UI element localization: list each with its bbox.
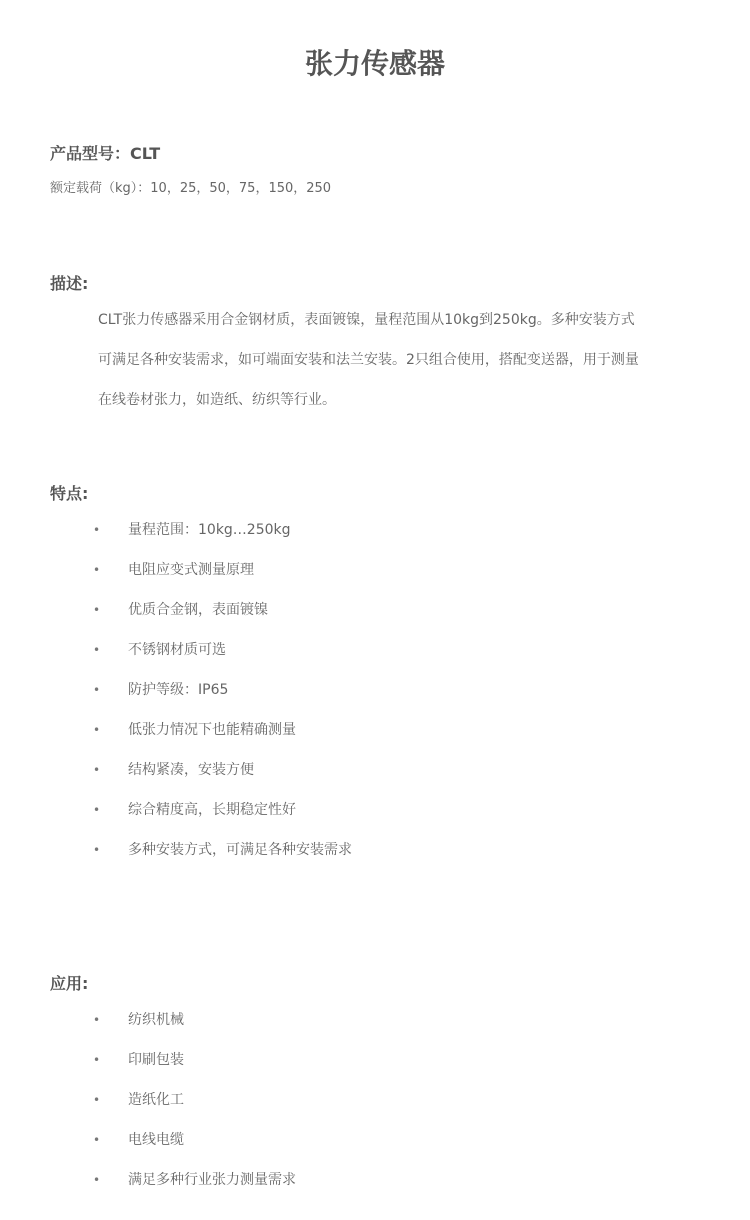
feature-item — [0, 830, 750, 870]
application-text: 纺织机械 — [128, 1012, 184, 1028]
application-text: 满足多种行业张力测量需求 — [128, 1172, 296, 1188]
feature-item — [0, 750, 750, 790]
bullet-icon: • — [93, 763, 101, 777]
bullet-icon: • — [93, 603, 101, 617]
bullet-icon: • — [93, 643, 101, 657]
feature-text: 量程范围：10kg…250kg — [128, 522, 291, 538]
application-item — [0, 1120, 750, 1160]
features-heading: 特点: — [50, 484, 89, 503]
feature-text: 电阻应变式测量原理 — [128, 562, 254, 578]
feature-text: 结构紧凑，安装方便 — [128, 762, 254, 778]
application-text: 印刷包装 — [128, 1052, 184, 1068]
bullet-icon: • — [93, 1093, 101, 1107]
bullet-icon: • — [93, 1173, 101, 1187]
feature-text: 防护等级：IP65 — [128, 682, 229, 698]
application-item — [0, 1160, 750, 1200]
bullet-icon: • — [93, 683, 101, 697]
feature-item — [0, 550, 750, 590]
feature-item — [0, 670, 750, 710]
feature-text: 综合精度高，长期稳定性好 — [128, 802, 296, 818]
feature-item — [0, 590, 750, 630]
feature-item — [0, 710, 750, 750]
bullet-icon: • — [93, 803, 101, 817]
application-item — [0, 1040, 750, 1080]
feature-text: 低张力情况下也能精确测量 — [128, 722, 296, 738]
description-heading: 描述: — [50, 274, 89, 293]
application-text: 造纸化工 — [128, 1092, 184, 1108]
feature-text: 优质合金钢，表面镀镍 — [128, 602, 268, 618]
bullet-icon: • — [93, 723, 101, 737]
feature-item — [0, 630, 750, 670]
rated-load: 额定载荷（kg）：10，25，50，75，150，250 — [50, 181, 332, 196]
bullet-icon: • — [93, 843, 101, 857]
description-line: CLT张力传感器采用合金钢材质，表面镀镍，量程范围从10kg到250kg。多种安装方式 — [98, 312, 635, 328]
application-text: 电线电缆 — [128, 1132, 184, 1148]
bullet-icon: • — [93, 523, 101, 537]
product-model: 产品型号：CLT — [50, 144, 161, 163]
application-item — [0, 1000, 750, 1040]
feature-text: 不锈钢材质可选 — [128, 642, 226, 658]
description-line: 在线卷材张力，如造纸、纺织等行业。 — [98, 392, 336, 408]
applications-list — [0, 1000, 750, 1200]
application-item — [0, 1080, 750, 1120]
bullet-icon: • — [93, 1053, 101, 1067]
applications-heading: 应用: — [50, 974, 89, 993]
description-line: 可满足各种安装需求，如可端面安装和法兰安装。2只组合使用，搭配变送器，用于测量 — [98, 352, 639, 368]
feature-item — [0, 510, 750, 550]
page-title: 张力传感器 — [304, 47, 445, 80]
bullet-icon: • — [93, 1133, 101, 1147]
features-list — [0, 510, 750, 870]
bullet-icon: • — [93, 1013, 101, 1027]
bullet-icon: • — [93, 563, 101, 577]
feature-item — [0, 790, 750, 830]
description-text — [98, 300, 658, 420]
feature-text: 多种安装方式，可满足各种安装需求 — [128, 842, 352, 858]
